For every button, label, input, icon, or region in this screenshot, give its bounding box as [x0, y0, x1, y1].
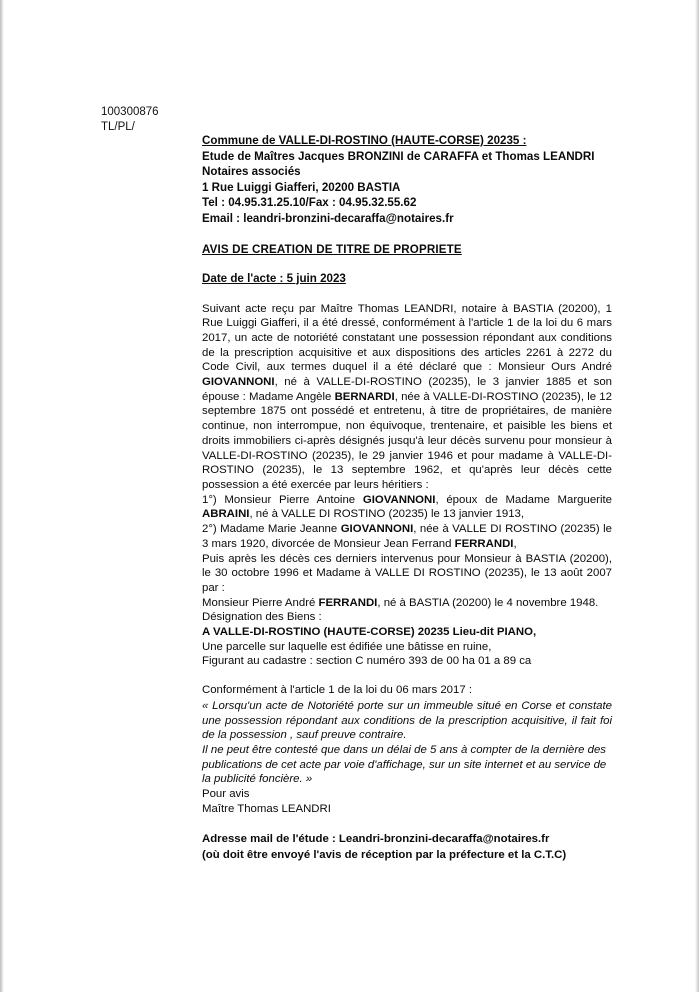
person-name-abraini: ABRAINI [202, 508, 250, 521]
reference-block [101, 105, 159, 134]
person-name-bernardi: BERNARDI [334, 390, 395, 403]
body-text [202, 302, 612, 611]
succession-paragraph: Puis après les décès ces derniers intervenus pour Monsieur à BASTIA (20200), le 30 octobre 1996 et Madame à VALLE DI ROSTINO (20235), le 13 août 2007 par : [202, 552, 612, 594]
body-paragraph-main [202, 302, 612, 493]
letterhead-role: Notaires associés [202, 165, 301, 179]
letterhead-etude: Etude de Maîtres Jacques BRONZINI de CARAFFA et Thomas LEANDRI [202, 149, 595, 163]
signoff-notary-name: Maître Thomas LEANDRI [202, 802, 331, 815]
person-name-ferrandi-pierre: FERRANDI [318, 596, 378, 609]
heir-1-prefix: 1°) Monsieur Pierre Antoine [202, 493, 363, 506]
statute-quote-para-2: Il ne peut être contesté que dans un délai de 5 ans à compter de la dernière des publications de cet acte par voie d'affichage, sur un site internet et au service de la publicité foncière. » [202, 743, 607, 786]
signoff-pour-avis: Pour avis [202, 788, 250, 801]
reference-initials: TL/PL/ [101, 120, 135, 133]
heir-1-suffix: , né à VALLE DI ROSTINO (20235) le 13 janvier 1913, [249, 508, 525, 521]
mail-address-line: Adresse mail de l'étude : Leandri-bronzini-decaraffa@notaires.fr [202, 833, 550, 846]
designation-location: A VALLE-DI-ROSTINO (HAUTE-CORSE) 20235 Lieu-dit PIANO, [202, 626, 537, 639]
heir-item-2 [202, 522, 612, 551]
body-p1-part3: , née à VALLE-DI-ROSTINO (20235), le 12 septembre 1875 ont possédé et entretenu, à titre de propriétaires, de manière continue, non interrompue, non équivoque, trentenaire, et paisible les biens et droits immobiliers ci-après désignés jusqu'à leur décès survenu pour monsieur à VALLE-DI-ROSTINO (20235), le 29 janvier 1946 et pour madame à VALLE-DI-ROSTINO (20235), le 13 septembre 1962, et qu'après leur décès cette possession a été exercée par leurs héritiers : [202, 390, 612, 491]
heir-2-prefix: 2°) Madame Marie Jeanne [202, 523, 341, 536]
document-content [202, 133, 612, 863]
act-date-text: Date de l'acte : 5 juin 2023 [202, 271, 346, 285]
mail-footer [202, 832, 612, 862]
statute-quote [202, 699, 612, 787]
page-left-edge-shadow [0, 0, 4, 992]
statute-quote-para-1: « Lorsqu'un acte de Notoriété porte sur un immeuble situé en Corse et constate une possession répondant aux conditions de la prescription acquisitive, il fait foi de la possession , sauf preuve contraire. [202, 699, 612, 742]
letterhead-email: Email : leandri-bronzini-decaraffa@notaires.fr [202, 211, 454, 225]
body-p1-part1: Suivant acte reçu par Maître Thomas LEANDRI, notaire à BASTIA (20200), 1 Rue Luiggi Giafferi, il a été dressé, conformément à l'article 1 de la loi du 6 mars 2017, un acte de notoriété constatant une possession répondant aux conditions de la prescription acquisitive et aux dispositions des articles 2261 à 2272 du Code Civil, aux termes duquel il a été déclaré que : Monsieur Ours André [202, 302, 612, 374]
document-title: AVIS DE CREATION DE TITRE DE PROPRIETE [202, 242, 462, 256]
property-designation [202, 610, 612, 669]
act-date [202, 272, 612, 285]
reference-number: 100300876 [101, 106, 159, 118]
designation-cadastre: Figurant au cadastre : section C numéro 393 de 00 ha 01 a 89 ca [202, 655, 532, 668]
person-name-giovannoni-ours: GIOVANNONI [202, 376, 275, 389]
person-name-giovannoni-pierre: GIOVANNONI [362, 493, 436, 506]
person-name-ferrandi-jean: FERRANDI [454, 537, 514, 550]
successor-suffix: , né à BASTIA (20200) le 4 novembre 1948. [377, 596, 599, 609]
person-name-giovannoni-marie: GIOVANNONI [340, 523, 414, 536]
page-right-edge-shadow [695, 0, 699, 992]
letterhead-phone-fax: Tel : 04.95.31.25.10/Fax : 04.95.32.55.62 [202, 196, 417, 210]
successor-paragraph [202, 596, 612, 611]
body-p1-part2: , né à VALLE-DI-ROSTINO (20235), le 3 janvier 1885 et son épouse : Madame Angèle [202, 376, 612, 403]
successor-prefix: Monsieur Pierre André [202, 596, 319, 609]
designation-parcel: Une parcelle sur laquelle est édifiée une bâtisse en ruine, [202, 640, 492, 653]
heir-1-middle: , époux de Madame Marguerite [435, 493, 613, 506]
heir-2-suffix: , [513, 537, 517, 550]
signoff-block [202, 787, 612, 816]
letterhead-address: 1 Rue Luiggi Giafferi, 20200 BASTIA [202, 180, 401, 194]
conformity-line: Conformément à l'article 1 de la loi du 06 mars 2017 : [202, 684, 472, 697]
mail-note-line: (où doit être envoyé l'avis de réception par la préfecture et la C.T.C) [202, 848, 567, 861]
heir-item-1 [202, 493, 612, 522]
designation-heading: Désignation des Biens : [202, 611, 322, 624]
letterhead [202, 133, 612, 227]
letterhead-commune: Commune de VALLE-DI-ROSTINO (HAUTE-CORSE) 20235 : [202, 134, 527, 147]
heir-2-middle: , née à VALLE DI ROSTINO (20235) le 3 mars 1920, divorcée de Monsieur Jean Ferrand [202, 523, 612, 550]
